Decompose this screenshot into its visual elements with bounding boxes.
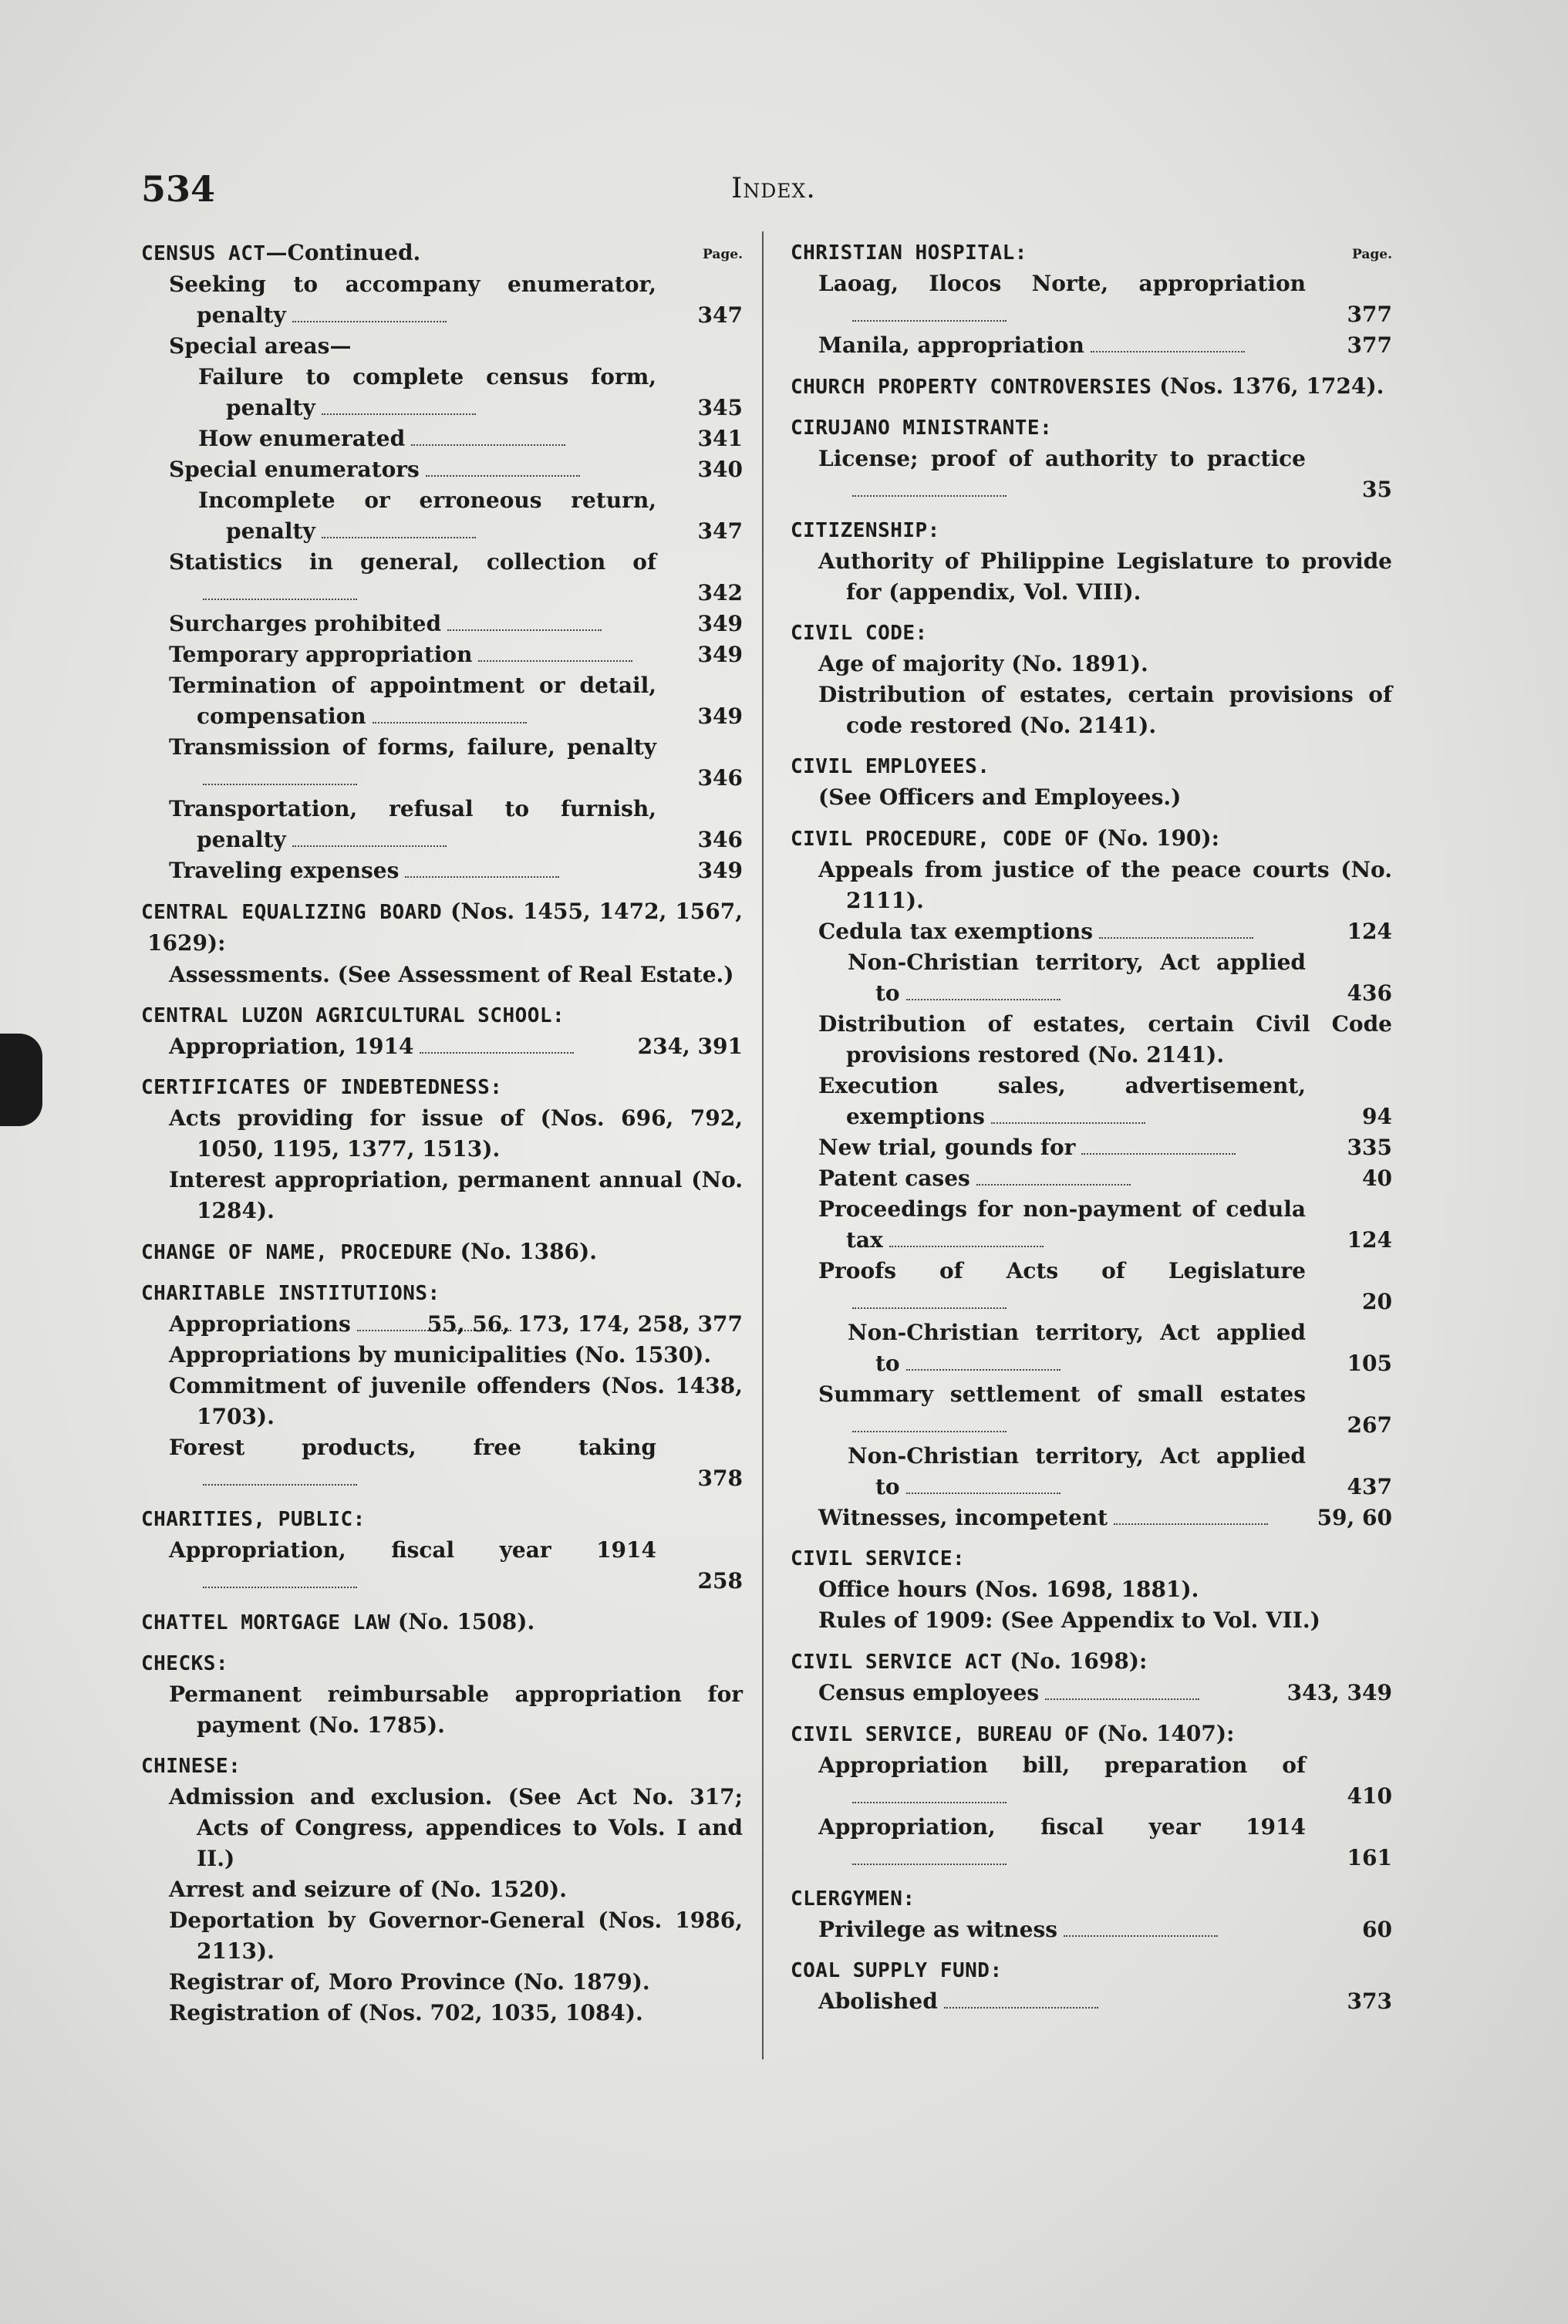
sub-entry-text: Statistics in general, collection of (169, 549, 656, 575)
sub-entry-text: Commitment of juvenile offenders (Nos. 1438, 1703). (169, 1373, 743, 1429)
index-column-left (141, 238, 743, 2039)
index-entry (141, 1648, 743, 1741)
heading-text: CITIZENSHIP: (791, 519, 940, 542)
entry-heading (791, 618, 1392, 649)
sub-entry-text: Abolished (818, 1988, 938, 2014)
index-entry (141, 1236, 743, 1268)
heading-tail: (No. 1698): (1002, 1648, 1148, 1674)
leader-dots (1045, 1692, 1199, 1700)
sub-entry (141, 794, 743, 855)
index-entry (141, 896, 743, 990)
page-ref: 124 (1347, 919, 1392, 944)
sub-entry (791, 1678, 1392, 1708)
sub-entry (141, 454, 743, 485)
index-entry (791, 413, 1392, 505)
sub-entry (791, 649, 1392, 680)
sub-entry (141, 1967, 743, 1998)
page-ref: 345 (697, 395, 743, 420)
sub-entry-text: Summary settlement of small estates (818, 1381, 1306, 1407)
sub-entry (791, 1605, 1392, 1636)
sub-entry-text: Non-Christian territory, Act applied to (848, 1320, 1306, 1376)
leader-dots (292, 839, 447, 847)
leader-dots (1064, 1929, 1218, 1937)
sub-entry-text: Forest products, free taking (169, 1435, 656, 1460)
index-entry (791, 1884, 1392, 1945)
entry-heading (791, 413, 1392, 444)
heading-text: CHARITIES, PUBLIC: (141, 1508, 366, 1531)
sub-entry-text: Acts providing for issue of (Nos. 696, 792, 1050, 1195, 1377, 1513). (169, 1105, 743, 1162)
sub-entry (791, 1194, 1392, 1256)
heading-text: CENTRAL LUZON AGRICULTURAL SCHOOL: (141, 1004, 565, 1027)
page-header (141, 168, 1406, 214)
page-ref: 335 (1347, 1135, 1392, 1160)
sub-entry (141, 1309, 743, 1340)
leader-dots (852, 1425, 1007, 1432)
leader-dots (1081, 1147, 1236, 1155)
leader-dots (976, 1178, 1131, 1186)
index-entry (791, 1646, 1392, 1708)
sub-entry (141, 1679, 743, 1741)
sub-entry-text: Appropriations by municipalities (No. 1530). (169, 1342, 712, 1368)
heading-text: CIVIL SERVICE ACT (791, 1651, 1003, 1674)
heading-text: CHURCH PROPERTY CONTROVERSIES (791, 376, 1152, 399)
sub-entry-text: Appropriations (169, 1311, 351, 1337)
sub-entry-text: Transmission of forms, failure, penalty (169, 734, 656, 760)
heading-tail: (Nos. 1455, 1472, 1567, 1629): (147, 899, 743, 956)
sub-entry-text: Manila, appropriation (818, 332, 1084, 358)
sub-entry-text: Execution sales, advertisement, exemptions (818, 1073, 1306, 1129)
sub-entry (791, 1132, 1392, 1163)
sub-entry (791, 782, 1392, 813)
sub-entry (141, 1371, 743, 1432)
leader-dots (420, 1046, 574, 1054)
heading-text: CHRISTIAN HOSPITAL: (791, 241, 1027, 265)
sub-entry (791, 947, 1392, 1009)
sub-entry (791, 268, 1392, 330)
sub-entry-text: Privilege as witness (818, 1917, 1057, 1942)
leader-dots (447, 623, 602, 631)
sub-entry-text: Permanent reimbursable appropriation for payment (No. 1785). (169, 1681, 743, 1738)
sub-entry-text: Special areas— (169, 333, 352, 359)
index-entry (791, 1543, 1392, 1636)
sub-entry (791, 1914, 1392, 1945)
sub-entry (141, 609, 743, 639)
sub-entry-text: Proceedings for non-payment of cedula tax (818, 1196, 1306, 1253)
leader-dots (906, 1486, 1061, 1494)
sub-entry-text: New trial, gounds for (818, 1135, 1076, 1160)
sub-entry (791, 1379, 1392, 1441)
index-entry (141, 1000, 743, 1062)
leader-dots (203, 1580, 357, 1588)
sub-entry (791, 1256, 1392, 1317)
sub-entry (791, 546, 1392, 608)
entry-heading (791, 371, 1392, 403)
page-ref: 161 (1347, 1845, 1392, 1870)
heading-text: CIVIL SERVICE, BUREAU OF (791, 1723, 1090, 1746)
sub-entry-text: Office hours (Nos. 1698, 1881). (818, 1577, 1199, 1602)
page-ref: 349 (697, 703, 743, 729)
sub-entry-text: Termination of appointment or detail, compensation (169, 673, 656, 729)
page-ref: 124 (1347, 1227, 1392, 1253)
entry-heading (791, 1955, 1392, 1986)
leader-dots (852, 489, 1007, 497)
leader-dots (411, 438, 565, 446)
leader-dots (322, 407, 476, 415)
sub-entry (141, 639, 743, 670)
heading-tail: (Nos. 1376, 1724). (1152, 373, 1384, 399)
column-divider (762, 231, 764, 2059)
page-ref: 94 (1362, 1104, 1392, 1129)
sub-entry-text: Temporary appropriation (169, 642, 473, 667)
index-entry (141, 1072, 743, 1226)
sub-entry-text: Transportation, refusal to furnish, penalty (169, 796, 656, 852)
sub-entry-text: Non-Christian territory, Act applied to (848, 950, 1306, 1006)
page-ref: 340 (697, 457, 743, 482)
sub-entry (791, 444, 1392, 505)
sub-entry (791, 855, 1392, 916)
leader-dots (373, 716, 527, 724)
sub-entry-text: Appropriation, fiscal year 1914 (169, 1537, 656, 1563)
sub-entry (141, 423, 743, 454)
index-entry (141, 1278, 743, 1494)
page-ref: 346 (697, 765, 743, 791)
page-ref: 347 (697, 302, 743, 328)
sub-entry (141, 1535, 743, 1597)
sub-entry-text: Age of majority (No. 1891). (818, 651, 1148, 676)
sub-entry-text: Failure to complete census form, penalty (198, 364, 656, 420)
leader-dots (991, 1116, 1145, 1124)
leader-dots (322, 531, 476, 538)
leader-dots (852, 1796, 1007, 1803)
sub-entry (791, 330, 1392, 361)
page-number: 534 (141, 168, 216, 210)
page-ref: 60 (1362, 1917, 1392, 1942)
sub-entry-text: Deportation by Governor-General (Nos. 1986, 2113). (169, 1907, 743, 1964)
page-ref: 346 (697, 827, 743, 852)
heading-text: CHINESE: (141, 1755, 241, 1778)
sub-entry (791, 1750, 1392, 1812)
index-entry (791, 1955, 1392, 2017)
sub-entry-text: Distribution of estates, certain Civil Code provisions restored (No. 2141). (818, 1011, 1392, 1068)
leader-dots (478, 654, 632, 662)
sub-entry (141, 1998, 743, 2029)
page-title: Index. (731, 173, 816, 204)
index-entry (141, 1751, 743, 2029)
page-ref: 40 (1362, 1165, 1392, 1191)
page-ref: 349 (697, 642, 743, 667)
heading-text: CIVIL CODE: (791, 622, 928, 645)
sub-entry (791, 1812, 1392, 1874)
index-entry (791, 618, 1392, 741)
leader-dots (1091, 345, 1245, 352)
heading-text: CENTRAL EQUALIZING BOARD (141, 901, 443, 924)
leader-dots (944, 2001, 1098, 2009)
sub-entry (141, 960, 743, 990)
entry-heading (791, 1543, 1392, 1574)
leader-dots (852, 1301, 1007, 1309)
sub-entry-text: Special enumerators (169, 457, 420, 482)
page-ref: 378 (697, 1466, 743, 1491)
page-ref: 436 (1347, 980, 1392, 1006)
heading-tail: (No. 1508). (390, 1609, 535, 1634)
entry-heading (141, 1072, 743, 1103)
sub-entry (141, 269, 743, 331)
heading-text: COAL SUPPLY FUND: (791, 1959, 1003, 1982)
heading-text: CIVIL EMPLOYEES. (791, 755, 990, 778)
entry-heading (141, 1751, 743, 1782)
heading-tail: (No. 1407): (1089, 1721, 1235, 1746)
page-ref: 373 (1347, 1988, 1392, 2014)
sub-entry (141, 732, 743, 794)
leader-dots (852, 314, 1007, 322)
leader-dots (1114, 1517, 1268, 1525)
sub-entry-text: License; proof of authority to practice (818, 446, 1306, 471)
sub-entry (141, 1031, 743, 1062)
index-entry (791, 1719, 1392, 1874)
entry-heading (791, 823, 1392, 855)
page-ref: 20 (1362, 1289, 1392, 1314)
page-ref: 35 (1362, 477, 1392, 502)
sub-entry-text: Interest appropriation, permanent annual (No. 1284). (169, 1167, 743, 1223)
sub-entry-text: Arrest and seizure of (No. 1520). (169, 1877, 568, 1902)
page-ref: 437 (1347, 1474, 1392, 1499)
page-ref: 349 (697, 858, 743, 883)
entry-heading (141, 1236, 743, 1268)
heading-text: CIVIL SERVICE: (791, 1547, 966, 1570)
leader-dots (426, 469, 580, 477)
leader-dots (203, 592, 357, 600)
entry-heading (791, 515, 1392, 546)
sub-entry-text: Patent cases (818, 1165, 970, 1191)
page-ref: 377 (1347, 332, 1392, 358)
sub-entry (141, 331, 743, 362)
binding-stain (0, 1034, 42, 1126)
leader-dots (906, 993, 1061, 1000)
leader-dots (852, 1857, 1007, 1865)
page-column-label: Page. (703, 247, 743, 262)
entry-heading (141, 1607, 743, 1638)
leader-dots (292, 315, 447, 322)
page-ref: 349 (697, 611, 743, 636)
sub-entry (141, 547, 743, 609)
index-entry (791, 823, 1392, 1533)
page-ref: 55, 56, 173, 174, 258, 377 (427, 1311, 743, 1337)
sub-entry (791, 680, 1392, 741)
sub-entry (791, 1071, 1392, 1132)
heading-text: CIVIL PROCEDURE, CODE OF (791, 828, 1090, 851)
entry-heading (141, 1000, 743, 1031)
sub-entry (791, 1441, 1392, 1503)
sub-entry (141, 855, 743, 886)
sub-entry-text: Incomplete or erroneous return, penalty (198, 487, 656, 544)
sub-entry-text: Appropriation, 1914 (169, 1034, 414, 1059)
sub-entry-text: Authority of Philippine Legislature to provide for (appendix, Vol. VIII). (818, 548, 1392, 605)
index-entry (141, 238, 743, 886)
page-ref: 342 (697, 580, 743, 605)
entry-heading (791, 238, 1392, 268)
leader-dots (1099, 931, 1253, 939)
page-ref: 347 (697, 518, 743, 544)
page-ref: 341 (697, 426, 743, 451)
heading-text: CERTIFICATES OF INDEBTEDNESS: (141, 1076, 503, 1099)
sub-entry (141, 1874, 743, 1905)
sub-entry (791, 1574, 1392, 1605)
page-ref: 410 (1347, 1783, 1392, 1809)
sub-entry-text: Rules of 1909: (See Appendix to Vol. VII.) (818, 1607, 1320, 1633)
heading-text: CHANGE OF NAME, PROCEDURE (141, 1241, 453, 1264)
page-ref: 377 (1347, 302, 1392, 327)
sub-entry (141, 485, 743, 547)
sub-entry (791, 1009, 1392, 1071)
sub-entry (141, 670, 743, 732)
page-ref: 258 (697, 1568, 743, 1594)
sub-entry (791, 1986, 1392, 2017)
page-ref: 59, 60 (1317, 1505, 1392, 1530)
sub-entry-text: Appropriation, fiscal year 1914 (818, 1814, 1306, 1840)
sub-entry (791, 916, 1392, 947)
entry-heading (141, 1504, 743, 1535)
heading-text: CHARITABLE INSTITUTIONS: (141, 1282, 440, 1305)
leader-dots (405, 870, 559, 878)
sub-entry (141, 1103, 743, 1165)
sub-entry-text: How enumerated (198, 426, 406, 451)
heading-tail: —Continued. (265, 240, 421, 265)
sub-entry-text: Surcharges prohibited (169, 611, 442, 636)
entry-heading (141, 238, 743, 269)
heading-text: CIRUJANO MINISTRANTE: (791, 417, 1053, 440)
index-entry (791, 238, 1392, 361)
entry-heading (791, 1646, 1392, 1678)
sub-entry-text: Cedula tax exemptions (818, 919, 1093, 944)
page-ref: 343, 349 (1286, 1680, 1392, 1705)
sub-entry (141, 1165, 743, 1226)
leader-dots (889, 1240, 1044, 1247)
sub-entry-text: Registrar of, Moro Province (No. 1879). (169, 1969, 650, 1995)
heading-tail: (No. 1386). (452, 1239, 598, 1264)
entry-heading (141, 896, 743, 960)
sub-entry-text: Non-Christian territory, Act applied to (848, 1443, 1306, 1499)
sub-entry-text: Traveling expenses (169, 858, 400, 883)
sub-entry-text: Appropriation bill, preparation of (818, 1752, 1306, 1778)
leader-dots (906, 1363, 1061, 1371)
index-entry (791, 751, 1392, 813)
heading-text: CENSUS ACT (141, 242, 266, 265)
index-column-right (791, 238, 1392, 2027)
page-column-label: Page. (1352, 247, 1392, 262)
page-ref: 234, 391 (637, 1034, 743, 1059)
entry-heading (141, 1648, 743, 1679)
heading-tail: (No. 190): (1089, 825, 1219, 851)
entry-heading (141, 1278, 743, 1309)
sub-entry-text: Registration of (Nos. 702, 1035, 1084). (169, 2000, 643, 2025)
index-entry (791, 371, 1392, 403)
entry-heading (791, 1884, 1392, 1914)
sub-entry-text: Witnesses, incompetent (818, 1505, 1108, 1530)
page-ref: 267 (1347, 1412, 1392, 1438)
sub-entry (141, 1340, 743, 1371)
sub-entry (141, 1782, 743, 1874)
sub-entry-text: Distribution of estates, certain provisions of code restored (No. 2141). (818, 682, 1392, 738)
leader-dots (203, 777, 357, 785)
sub-entry-text: Proofs of Acts of Legislature (818, 1258, 1306, 1283)
sub-entry-text: Laoag, Ilocos Norte, appropriation (818, 271, 1306, 296)
index-entry (791, 515, 1392, 608)
sub-entry-text: Appeals from justice of the peace courts (No. 2111). (818, 857, 1392, 913)
sub-entry-text: Admission and exclusion. (See Act No. 317; Acts of Congress, appendices to Vols. I and II.) (169, 1784, 743, 1871)
index-entry (141, 1504, 743, 1597)
page-ref: 105 (1347, 1351, 1392, 1376)
sub-entry-text: Assessments. (See Assessment of Real Estate.) (169, 962, 734, 987)
heading-text: CHATTEL MORTGAGE LAW (141, 1611, 391, 1634)
sub-entry-text: (See Officers and Employees.) (818, 784, 1182, 810)
sub-entry (141, 362, 743, 423)
sub-entry (141, 1905, 743, 1967)
sub-entry-text: Census employees (818, 1680, 1040, 1705)
sub-entry (141, 1432, 743, 1494)
heading-text: CHECKS: (141, 1652, 229, 1675)
index-entry (141, 1607, 743, 1638)
entry-heading (791, 751, 1392, 782)
heading-text: CLERGYMEN: (791, 1887, 916, 1911)
sub-entry (791, 1503, 1392, 1533)
sub-entry (791, 1163, 1392, 1194)
sub-entry (791, 1317, 1392, 1379)
sub-entry-text: Seeking to accompany enumerator, penalty (169, 272, 656, 328)
leader-dots (203, 1478, 357, 1486)
entry-heading (791, 1719, 1392, 1750)
